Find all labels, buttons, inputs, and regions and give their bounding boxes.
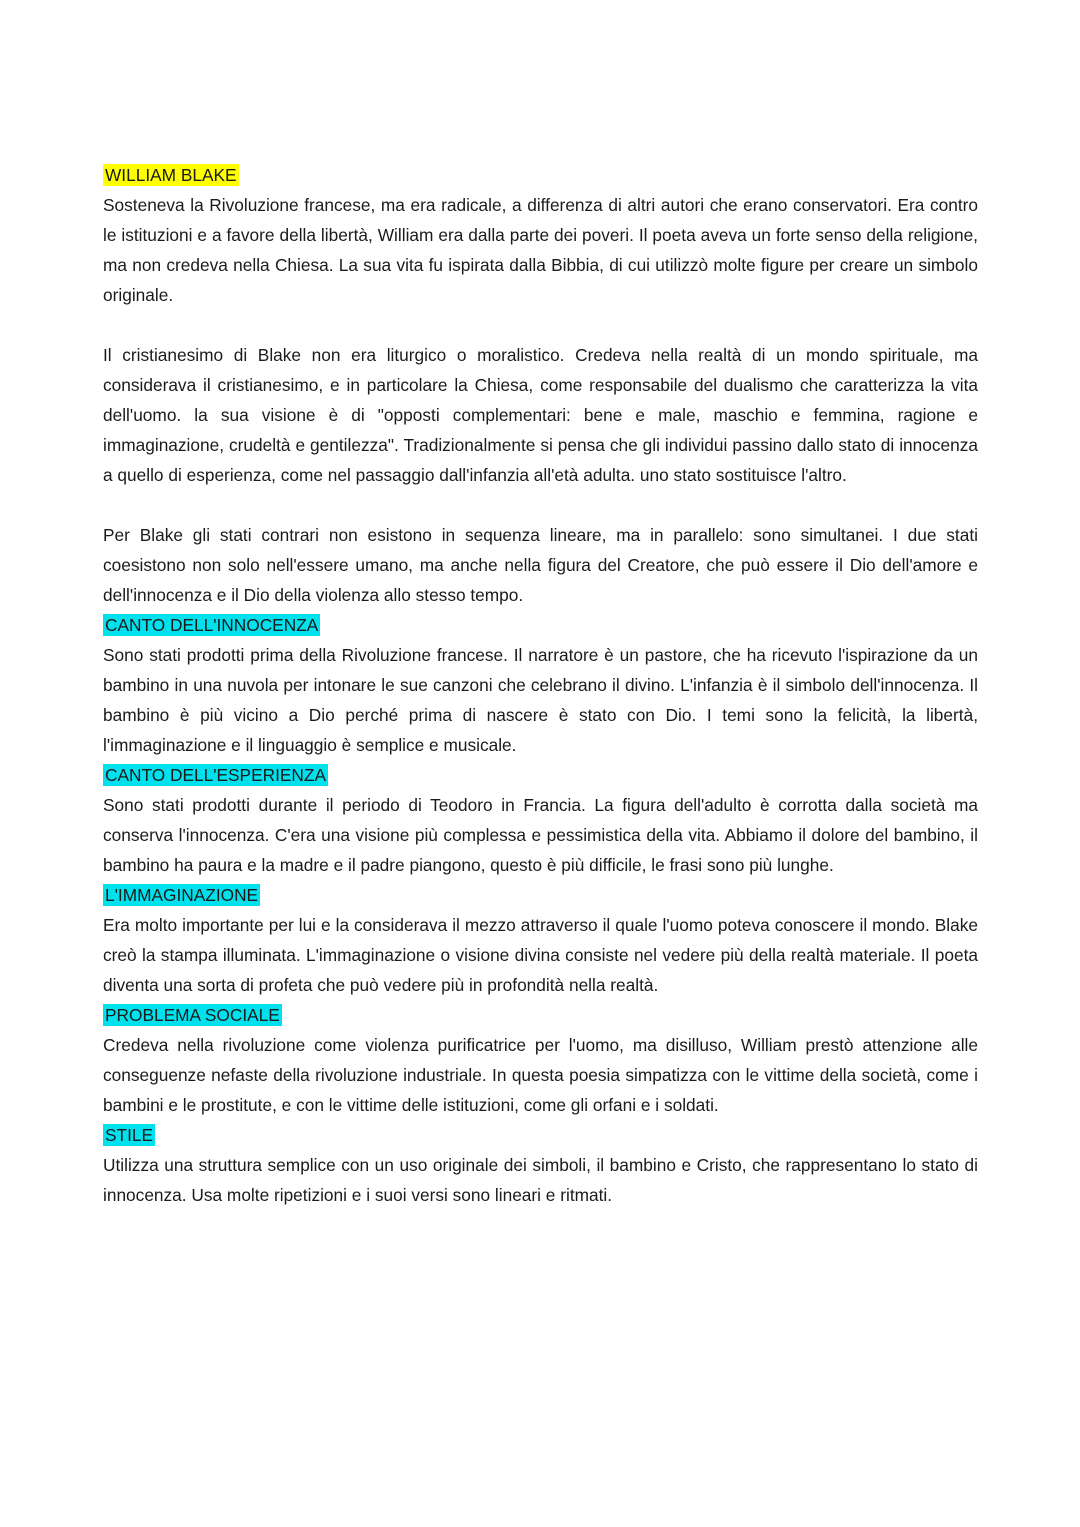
paragraph-blake-intro: Sosteneva la Rivoluzione francese, ma era radicale, a differenza di altri autori che erano conservatori. Era contro le istituzioni e a favore della libertà, William era dalla parte dei poveri. Il poeta aveva un forte senso della religione, ma non credeva nella Chiesa. La sua vita fu ispirata dalla Bibbia, di cui utilizzò molte figure per creare un simbolo originale. <box>103 195 978 305</box>
paragraph-songs-of-innocence: Sono stati prodotti prima della Rivoluzione francese. Il narratore è un pastore, che ha ricevuto l'ispirazione da un bambino in una nuvola per intonare le sue canzoni che celebrano il divino. L'infanzia è il simbolo dell'innocenza. Il bambino è più vicino a Dio perché prima di nascere è stato con Dio. I temi sono la felicità, la libertà, l'immaginazione e il linguaggio è semplice e musicale. <box>103 645 978 755</box>
paragraph-style: Utilizza una struttura semplice con un uso originale dei simboli, il bambino e Cristo, che rappresentano lo stato di innocenza. Usa molte ripetizioni e i suoi versi sono lineari e ritmati. <box>103 1155 978 1205</box>
blank-line <box>103 490 978 520</box>
paragraph-blake-christianity: Il cristianesimo di Blake non era liturgico o moralistico. Credeva nella realtà di un mondo spirituale, ma considerava il cristianesimo, e in particolare la Chiesa, come responsabile del dualismo che caratterizza la vita dell'uomo. la sua visione è di "opposti complementari: bene e male, maschio e femmina, ragione e immaginazione, crudeltà e gentilezza". Tradizionalmente si pensa che gli individui passino dallo stato di innocenza a quello di esperienza, come nel passaggio dall'infanzia all'età adulta. uno stato sostituisce l'altro. <box>103 345 978 485</box>
heading-line-problema-sociale <box>103 1000 978 1030</box>
heading-line-canto-innocenza <box>103 610 978 640</box>
blank-line <box>103 310 978 340</box>
paragraph-contrary-states: Per Blake gli stati contrari non esistono in sequenza lineare, ma in parallelo: sono simultanei. I due stati coesistono non solo nell'essere umano, ma anche nella figura del Creatore, che può essere il Dio dell'amore e dell'innocenza e il Dio della violenza allo stesso tempo. <box>103 525 978 605</box>
heading-line-canto-esperienza <box>103 760 978 790</box>
heading-line-immaginazione <box>103 880 978 910</box>
heading-line-stile <box>103 1120 978 1150</box>
paragraph-imagination: Era molto importante per lui e la considerava il mezzo attraverso il quale l'uomo poteva conoscere il mondo. Blake creò la stampa illuminata. L'immaginazione o visione divina consiste nel vedere più della realtà materiale. Il poeta diventa una sorta di profeta che può vedere più in profondità nella realtà. <box>103 915 978 995</box>
heading-line-william-blake <box>103 160 978 190</box>
heading-william-blake: WILLIAM BLAKE <box>105 165 237 185</box>
paragraph-songs-of-experience: Sono stati prodotti durante il periodo di Teodoro in Francia. La figura dell'adulto è corrotta dalla società ma conserva l'innocenza. C'era una visione più complessa e pessimistica della vita. Abbiamo il dolore del bambino, il bambino ha paura e la madre e il padre piangono, questo è più difficile, le frasi sono più lunghe. <box>103 795 978 875</box>
heading-immaginazione: L'IMMAGINAZIONE <box>105 885 259 905</box>
heading-canto-esperienza: CANTO DELL'ESPERIENZA <box>105 765 326 785</box>
document-content <box>103 160 978 1210</box>
heading-problema-sociale: PROBLEMA SOCIALE <box>105 1005 280 1025</box>
paragraph-social-problem: Credeva nella rivoluzione come violenza purificatrice per l'uomo, ma disilluso, William prestò attenzione alle conseguenze nefaste della rivoluzione industriale. In questa poesia simpatizza con le vittime della società, come i bambini e le prostitute, e con le vittime delle istituzioni, come gli orfani e i soldati. <box>103 1035 978 1115</box>
heading-stile: STILE <box>105 1125 154 1145</box>
heading-canto-innocenza: CANTO DELL'INNOCENZA <box>105 615 319 635</box>
